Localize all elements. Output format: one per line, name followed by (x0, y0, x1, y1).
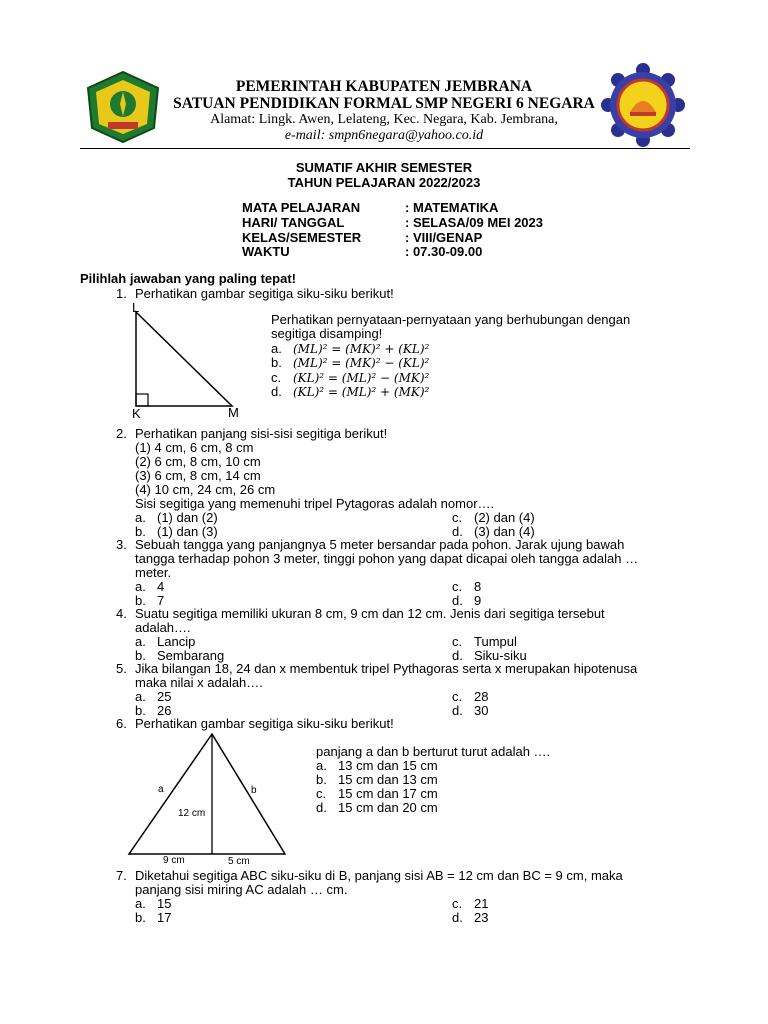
option-text: 26 (157, 703, 172, 718)
option-text: 15 cm dan 20 cm (338, 800, 438, 815)
option-text: (KL)² = (ML)² − (MK)² (293, 371, 430, 385)
question-text: Perhatikan gambar segitiga siku-siku berikut! (135, 286, 394, 301)
option-text: 23 (474, 910, 489, 925)
base-right-label: 5 cm (228, 856, 250, 867)
vertex-label-m: M (228, 405, 239, 420)
option-text: 15 (157, 896, 172, 911)
question-text: Sisi segitiga yang memenuhi tripel Pytagoras adalah nomor…. (135, 496, 495, 511)
option-text: 7 (157, 593, 165, 608)
question-side-text: Perhatikan pernyataan-pernyataan yang berhubungan dengan (271, 312, 631, 327)
option-text: (1) dan (3) (157, 524, 218, 539)
option-letter: c. (452, 634, 463, 649)
option-letter: a. (135, 579, 146, 594)
triangle-with-altitude-figure (125, 730, 305, 868)
option-text: 15 cm dan 13 cm (338, 772, 438, 787)
header-school: SATUAN PENDIDIKAN FORMAL SMP NEGERI 6 NEGARA (173, 95, 595, 112)
question-side-text: segitiga disamping! (271, 326, 383, 341)
header-email: e-mail: smpn6negara@yahoo.co.id (284, 128, 484, 143)
question-text: Diketahui segitiga ABC siku-siku di B, panjang sisi AB = 12 cm dan BC = 9 cm, maka (135, 868, 623, 883)
option-text: Tumpul (474, 634, 517, 649)
option-text: 17 (157, 910, 172, 925)
option-letter: d. (452, 648, 463, 663)
base-left-label: 9 cm (163, 855, 185, 866)
info-label: HARI/ TANGGAL (242, 215, 345, 230)
option-text: 28 (474, 689, 489, 704)
question-number: 6. (116, 716, 127, 731)
option-letter: d. (452, 524, 463, 539)
question-text: meter. (135, 565, 172, 580)
option-text: Lancip (157, 634, 196, 649)
option-letter: b. (135, 593, 146, 608)
option-letter: d. (452, 593, 463, 608)
option-text: (1) dan (2) (157, 510, 218, 525)
option-text: 25 (157, 689, 172, 704)
option-letter: a. (135, 689, 146, 704)
option-text: 4 (157, 579, 165, 594)
option-letter: c. (271, 370, 282, 385)
option-letter: b. (135, 524, 146, 539)
option-letter: c. (452, 896, 463, 911)
option-letter: d. (452, 703, 463, 718)
vertex-label-l: L (132, 302, 140, 315)
question-number: 1. (116, 286, 127, 301)
option-letter: b. (316, 772, 327, 787)
list-item: (4) 10 cm, 24 cm, 26 cm (135, 482, 276, 497)
side-label-a: a (158, 784, 164, 795)
question-text: tangga terhadap pohon 3 meter, tinggi pohon yang dapat dicapai oleh tangga adalah … (135, 551, 639, 566)
info-value: : MATEMATIKA (405, 200, 499, 215)
option-letter: c. (452, 689, 463, 704)
list-item: (1) 4 cm, 6 cm, 8 cm (135, 440, 254, 455)
option-letter: c. (452, 510, 463, 525)
option-text: Siku-siku (474, 648, 527, 663)
option-text: 30 (474, 703, 489, 718)
option-letter: b. (135, 703, 146, 718)
option-letter: a. (316, 758, 327, 773)
question-text: Sebuah tangga yang panjangnya 5 meter bersandar pada pohon. Jarak ujung bawah (135, 537, 625, 552)
option-letter: c. (316, 786, 327, 801)
list-item: (2) 6 cm, 8 cm, 10 cm (135, 454, 261, 469)
question-text: adalah…. (135, 620, 191, 635)
right-triangle-klm-figure (128, 302, 248, 420)
question-text: Suatu segitiga memiliki ukuran 8 cm, 9 cm dan 12 cm. Jenis dari segitiga tersebut (135, 606, 605, 621)
header-address: Alamat: Lingk. Awen, Lelateng, Kec. Negara, Kab. Jembrana, (210, 112, 558, 127)
option-letter: d. (452, 910, 463, 925)
info-label: KELAS/SEMESTER (242, 230, 362, 245)
option-text: (2) dan (4) (474, 510, 535, 525)
question-number: 4. (116, 606, 127, 621)
info-value: : 07.30-09.00 (405, 244, 483, 259)
vertex-label-k: K (132, 406, 141, 420)
question-side-text: panjang a dan b berturut turut adalah …. (316, 744, 551, 759)
option-text: (KL)² = (ML)² + (MK)² (293, 385, 430, 399)
question-number: 7. (116, 868, 127, 883)
question-text: maka nilai x adalah…. (135, 675, 263, 690)
option-letter: a. (271, 341, 282, 356)
question-text: Perhatikan gambar segitiga siku-siku berikut! (135, 716, 394, 731)
instruction: Pilihlah jawaban yang paling tepat! (80, 271, 296, 286)
option-text: 21 (474, 896, 489, 911)
info-value: : SELASA/09 MEI 2023 (405, 215, 543, 230)
option-letter: b. (135, 910, 146, 925)
info-value: : VIII/GENAP (405, 230, 483, 245)
option-text: Sembarang (157, 648, 225, 663)
option-text: 13 cm dan 15 cm (338, 758, 438, 773)
option-text: 9 (474, 593, 482, 608)
exam-title: SUMATIF AKHIR SEMESTER (295, 160, 473, 175)
option-text: (ML)² = (MK)² − (KL)² (293, 356, 430, 370)
info-label: WAKTU (242, 244, 290, 259)
option-letter: d. (316, 800, 327, 815)
option-letter: a. (135, 510, 146, 525)
question-text: Perhatikan panjang sisi-sisi segitiga berikut! (135, 426, 388, 441)
option-letter: c. (452, 579, 463, 594)
list-item: (3) 6 cm, 8 cm, 14 cm (135, 468, 261, 483)
option-letter: a. (135, 896, 146, 911)
option-letter: b. (271, 355, 282, 370)
question-text: panjang sisi miring AC adalah … cm. (135, 882, 348, 897)
header-divider (80, 148, 690, 149)
option-letter: d. (271, 384, 282, 399)
question-number: 3. (116, 537, 127, 552)
question-text: Jika bilangan 18, 24 dan x membentuk tripel Pythagoras serta x merupakan hipotenusa (135, 661, 638, 676)
side-label-b: b (251, 785, 257, 796)
option-letter: a. (135, 634, 146, 649)
height-label: 12 cm (178, 808, 206, 819)
info-label: MATA PELAJARAN (242, 200, 361, 215)
option-text: 15 cm dan 17 cm (338, 786, 438, 801)
option-letter: b. (135, 648, 146, 663)
option-text: (ML)² = (MK)² + (KL)² (293, 342, 430, 356)
header-government: PEMERINTAH KABUPATEN JEMBRANA (235, 78, 533, 95)
option-text: 8 (474, 579, 482, 594)
exam-year: TAHUN PELAJARAN 2022/2023 (287, 175, 481, 190)
option-text: (3) dan (4) (474, 524, 535, 539)
question-number: 5. (116, 661, 127, 676)
question-number: 2. (116, 426, 127, 441)
